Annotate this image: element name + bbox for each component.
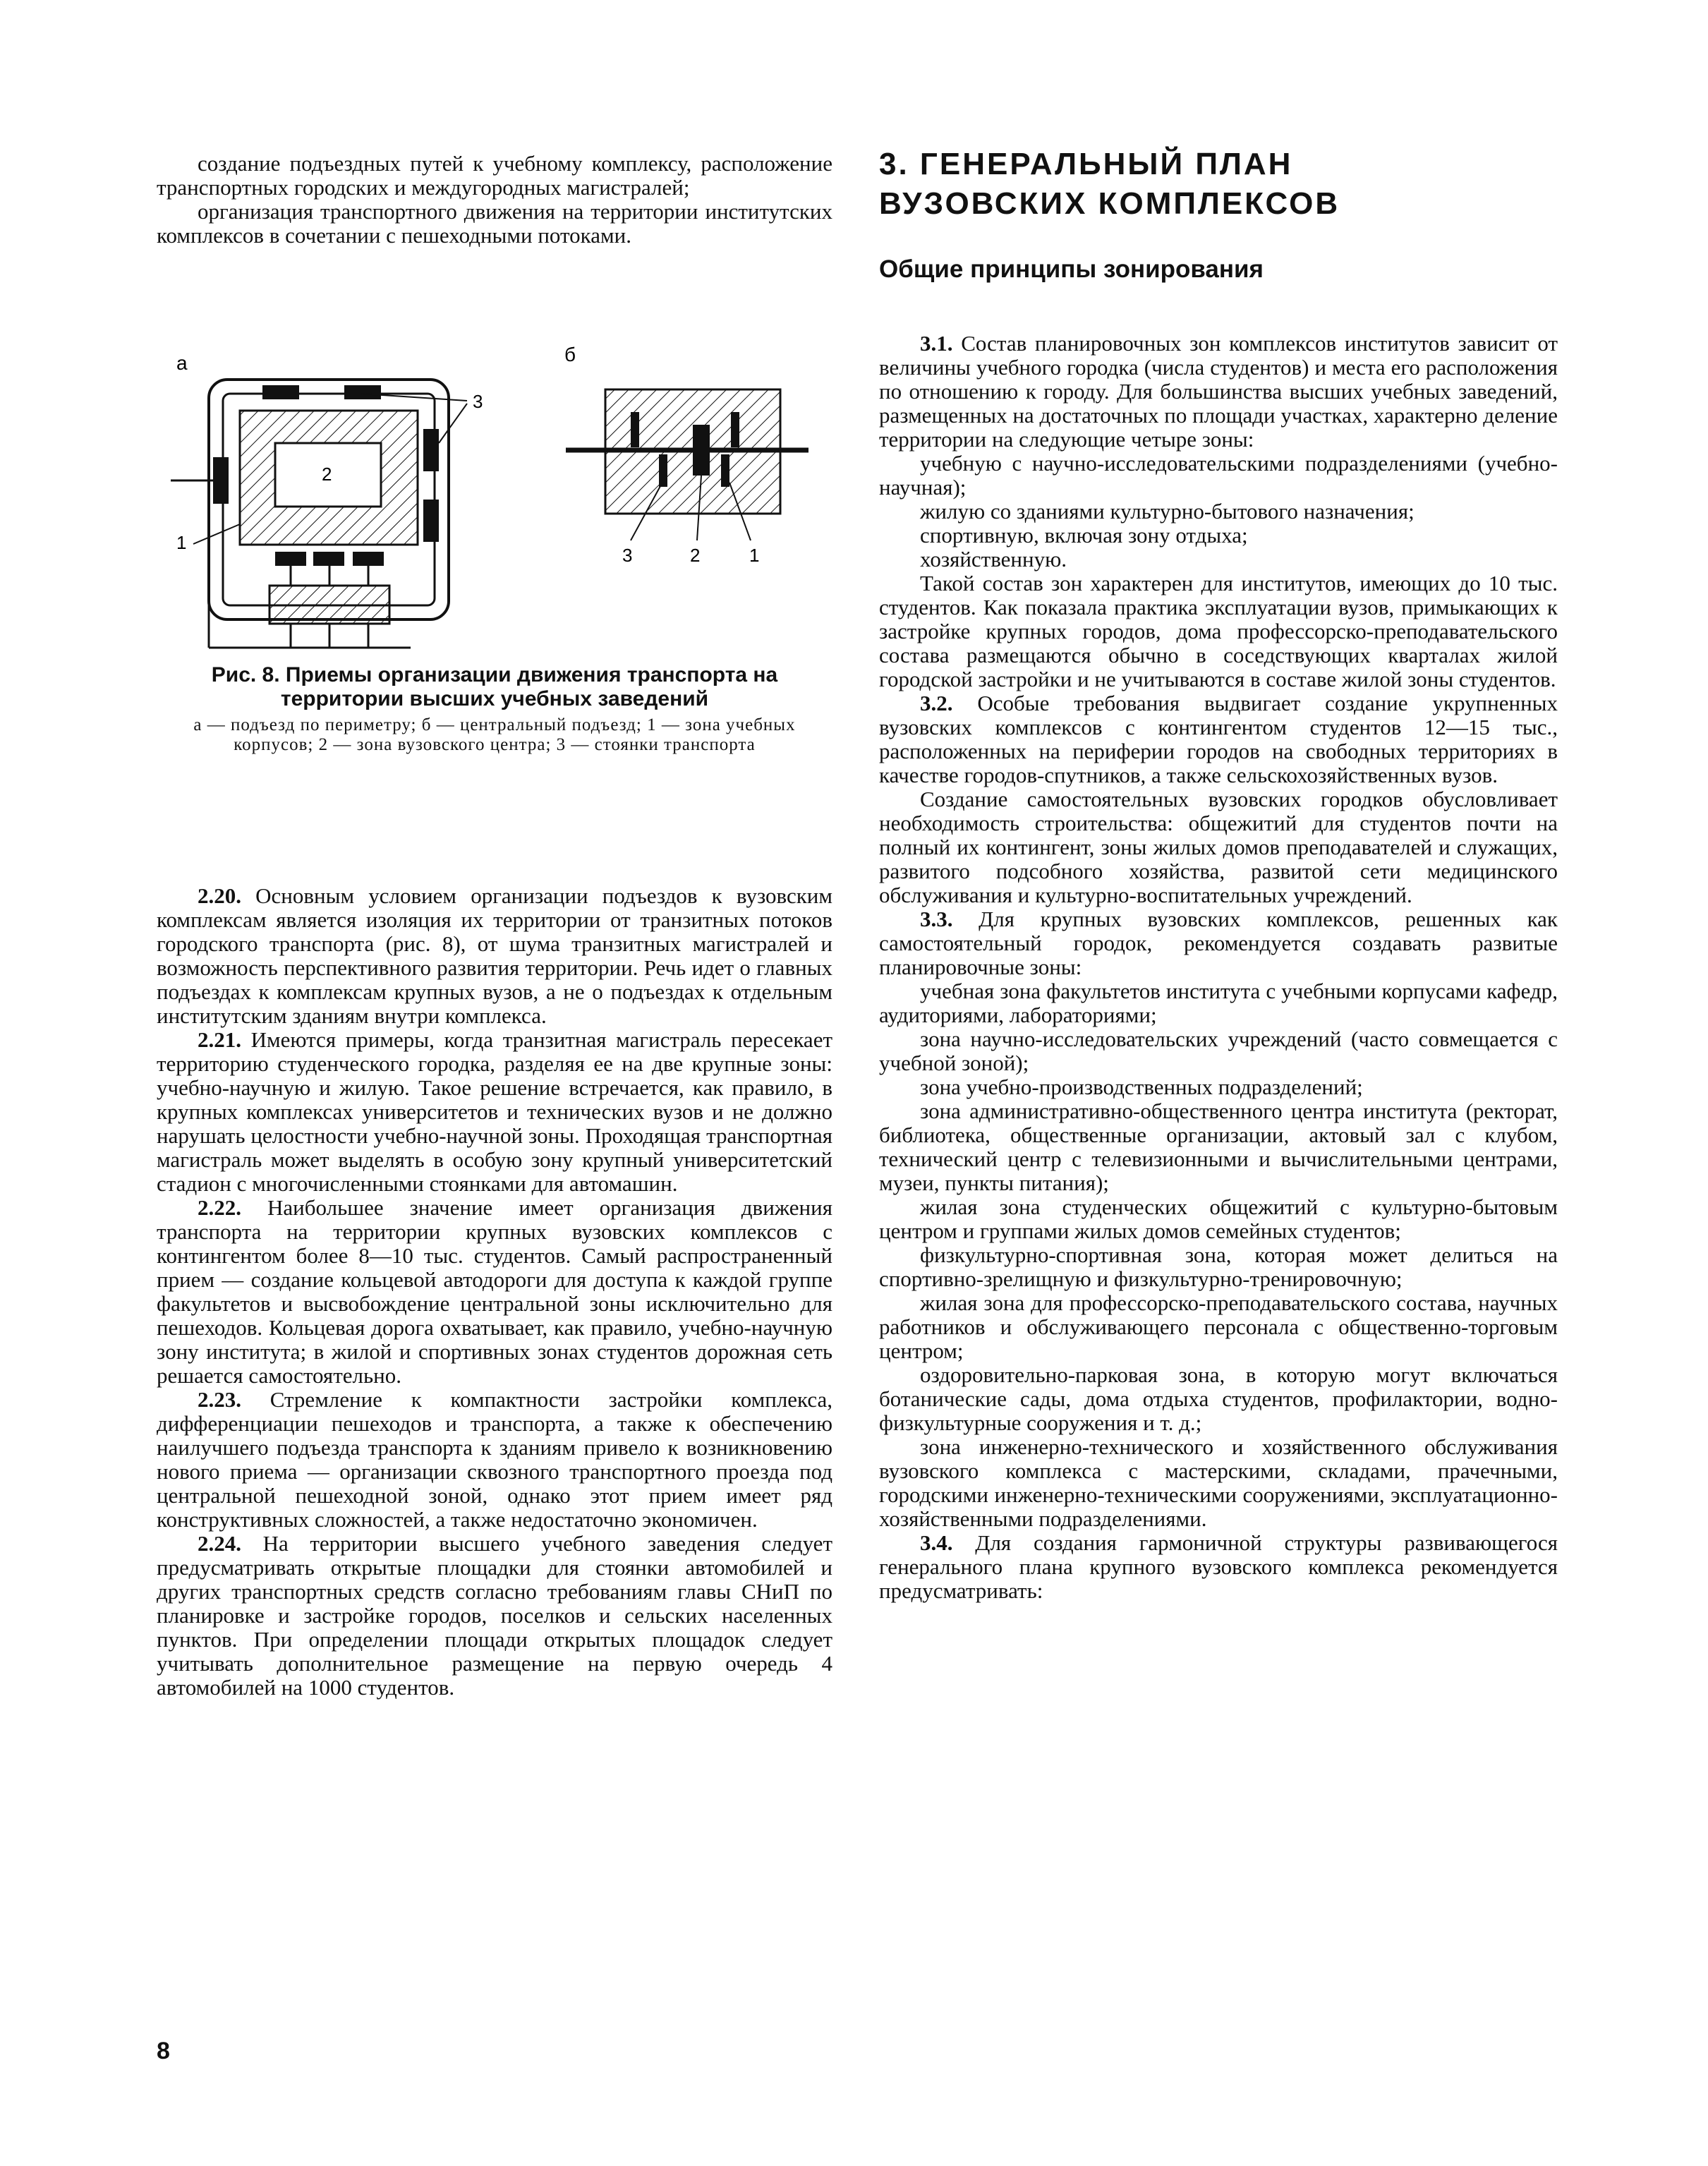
paragraph: 3.1. Состав планировочных зон комплексов институтов зависит от величины учебного городка (числа студентов) и места его расположения по отношению к городу. Для большинства высших учебных заведений, размещенных на достаточных по площади участках, характерно деление территории на следующие четыре зоны:: [879, 331, 1558, 452]
page-number: 8: [157, 2038, 170, 2064]
paragraph: 2.24. На территории высшего учебного заведения следует предусматривать открытые площадки для стоянки автомобилей и других транспортных средств согласно требованиям главы СНиП по планировке и застройке городов, поселков и сельских населенных пунктов. При определении площади открытых площадок следует учитывать дополнительное размещение на первую очередь 4 автомобилей на 1000 студентов.: [157, 1531, 832, 1700]
caption-title: Рис. 8. Приемы организации движения транспорта на территории высших учебных заведений: [211, 663, 778, 710]
paragraph: создание подъездных путей к учебному комплексу, расположение транспортных городских и междугородных магистралей;: [157, 151, 832, 200]
callout-1: 1: [176, 532, 187, 553]
left-column-top: [157, 152, 832, 248]
list-item: зона административно-общественного центра института (ректорат, библиотека, общественные организации, актовый зал с клубом, технический центр с телевизионными и вычислительными центрами, музеи, пункты питания);: [879, 1099, 1558, 1195]
list-item: спортивную, включая зону отдыха;: [920, 523, 1248, 547]
callout-b-3: 3: [622, 545, 633, 566]
right-column: [879, 332, 1558, 1603]
paragraph: 2.20. Основным условием организации подъездов к вузовским комплексам является изоляция их территории от транзитных потоков городского транспорта (рис. 8), от шума транзитных магистралей и возможность перспективного развития территории. Речь идет о главных подъездах к комплексам крупных вузов, а не о подъездах к отдельным институтским зданиям внутри комплекса.: [157, 883, 832, 1028]
callout-b-1: 1: [749, 545, 760, 566]
paragraph: 2.22. Наибольшее значение имеет организация движения транспорта на территории крупных вузовских комплексов с контингентом более 8—10 тыс. студентов. Самый распространенный прием — создание кольцевой автодороги для доступа к каждой группе факультетов и высвобождение центральной зоны исключительно для пешеходов. Кольцевая дорога охватывает, как правило, учебно-научную зону института; в жилой и спортивных зонах студентов дорожная сеть решается самостоятельно.: [157, 1195, 832, 1388]
list-item: жилую со зданиями культурно-бытового назначения;: [920, 499, 1415, 524]
callout-2: 2: [322, 464, 332, 485]
list-item: оздоровительно-парковая зона, в которую могут включаться ботанические сады, дома отдыха студентов, профилактории, водно-физкультурные сооружения и т. д.;: [879, 1362, 1558, 1435]
section-title: Общие принципы зонирования: [879, 255, 1264, 283]
paragraph: 3.2. Особые требования выдвигает создание укрупненных вузовских комплексов с контингентом студентов 12—15 тыс., расположенных на периферии городов на свободных территориях в качестве городов-спутников, а также сельскохозяйственных вузов.: [879, 691, 1558, 787]
figure-8: [157, 344, 832, 669]
diagram-a: [171, 352, 483, 648]
paragraph: 3.3. Для крупных вузовских комплексов, решенных как самостоятельный городок, рекомендуется создавать развитые планировочные зоны:: [879, 907, 1558, 979]
paragraph: Такой состав зон характерен для институтов, имеющих до 10 тыс. студентов. Как показала практика эксплуатации вузов, примыкающих к застройке крупных городов, дома профессорско-преподавательского состава размещаются обычно в соседствующих кварталах жилой городской застройки и не учитываются в составе жилой зоны студентов.: [879, 571, 1558, 691]
callout-b-2: 2: [690, 545, 701, 566]
list-item: физкультурно-спортивная зона, которая может делиться на спортивно-зрелищную и физкультурно-тренировочную;: [879, 1242, 1558, 1291]
list-item: зона научно-исследовательских учреждений (часто совмещается с учебной зоной);: [879, 1027, 1558, 1075]
chapter-title: 3. ГЕНЕРАЛЬНЫЙ ПЛАН ВУЗОВСКИХ КОМПЛЕКСОВ: [879, 147, 1340, 221]
list-item: учебную с научно-исследовательскими подразделениями (учебно-научная);: [879, 451, 1558, 500]
list-item: учебная зона факультетов института с учебными корпусами кафедр, аудиториями, лабораториями;: [879, 979, 1558, 1027]
left-column-lower: [157, 884, 832, 1700]
caption-legend: а — подъезд по периметру; б — центральный подъезд; 1 — зона учебных корпусов; 2 — зона вузовского центра; 3 — стоянки транспорта: [193, 715, 796, 754]
list-item: зона инженерно-технического и хозяйственного обслуживания вузовского комплекса с мастерскими, складами, прачечными, городскими инженерно-техническими сооружениями, эксплуатационно-хозяйственными подразделениями.: [879, 1434, 1558, 1531]
paragraph: организация транспортного движения на территории институтских комплексов в сочетании с пешеходными потоками.: [157, 199, 832, 248]
figure-caption: [157, 663, 832, 755]
list-item: жилая зона студенческих общежитий с культурно-бытовым центром и группами жилых домов семейных студентов;: [879, 1194, 1558, 1243]
list-item: жилая зона для профессорско-преподавательского состава, научных работников и обслуживающего персонала с общественно-торговым центром;: [879, 1290, 1558, 1363]
callout-3: 3: [473, 391, 483, 412]
label-a: а: [176, 352, 188, 374]
diagram-b: [564, 344, 808, 566]
list-item: хозяйственную.: [920, 547, 1067, 571]
paragraph: Создание самостоятельных вузовских городков обусловливает необходимость строительства: общежитий для студентов почти на полный их контингент, зоны жилых домов преподавателей и служащих, развитого подсобного хозяйства, развитой сети медицинского обслуживания и культурно-воспитательных учреждений.: [879, 787, 1558, 907]
paragraph: 3.4. Для создания гармоничной структуры развивающегося генерального плана крупного вузовского комплекса рекомендуется предусматривать:: [879, 1530, 1558, 1603]
paragraph: 2.21. Имеются примеры, когда транзитная магистраль пересекает территорию студенческого городка, разделяя ее на две крупные зоны: учебно-научную и жилую. Такое решение встречается, как правило, в крупных комплексах университетов и технических вузов и не должно нарушать целостности учебно-научной зоны. Проходящая транспортная магистраль может выделять в особую зону крупный университетский стадион с многочисленными стоянками для автомашин.: [157, 1027, 832, 1196]
label-b: б: [564, 344, 576, 365]
list-item: зона учебно-производственных подразделений;: [920, 1075, 1363, 1099]
paragraph: 2.23. Стремление к компактности застройки комплекса, дифференциации пешеходов и транспорта, а также к обеспечению наилучшего подъезда транспорта к зданиям привело к возникновению нового приема — организации сквозного транспортного проезда под центральной пешеходной зоной, однако этот прием имеет ряд конструктивных сложностей, а также недостаточно экономичен.: [157, 1387, 832, 1532]
